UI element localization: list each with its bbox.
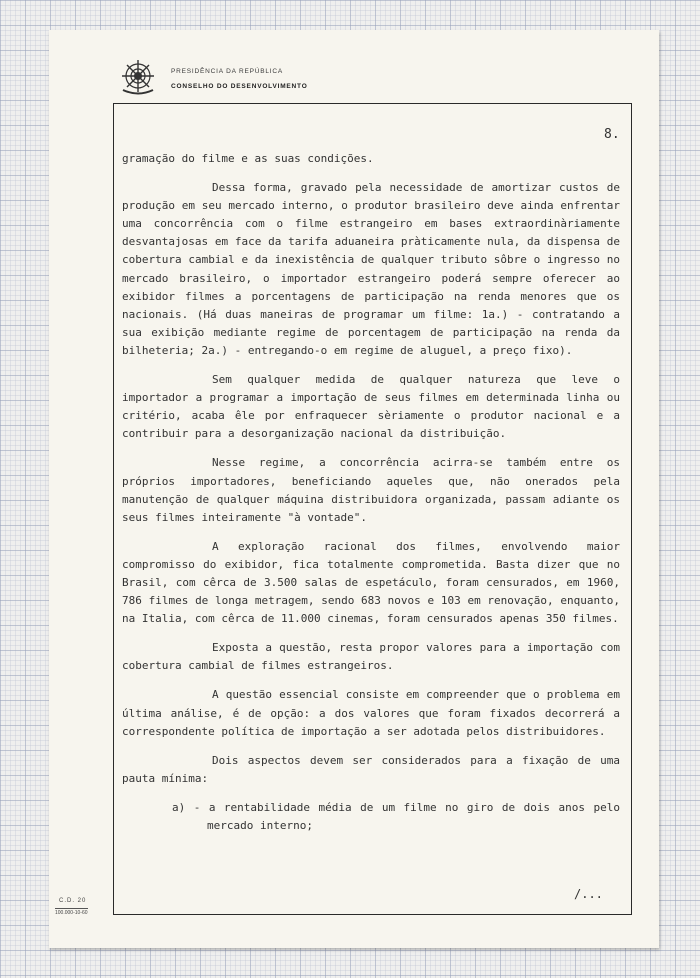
paragraph: gramação do filme e as suas condições. [122, 152, 374, 165]
paragraph: Sem qualquer medida de qualquer natureza que leve o importador a programar a importação de seus filmes em determinada linha ou critério, acaba êle por enfraquecer sèriamente o produtor nacional e a contribuir para a desorganização nacional da distribuição. [122, 373, 620, 441]
paragraph: Exposta a questão, resta propor valores para a importação com cobertura cambial de filmes estrangeiros. [122, 641, 620, 673]
paragraph: A exploração racional dos filmes, envolvendo maior compromisso do exibidor, fica totalmente comprometida. Basta dizer que no Brasil, com cêrca de 3.500 salas de espetáculo, foram censurados, em 1960, 786 filmes de longa metragem, sendo 683 novos e 103 em renovação, enquanto, na Italia, com cêrca de 11.000 cinemas, foram censurados apenas 350 filmes. [122, 539, 620, 626]
paragraph: A questão essencial consiste em compreender que o problema em última análise, é de opção: a dos valores que foram fixados decorrerá a correspondente política de importação a ser adotada pelos distribuidores. [122, 688, 620, 738]
print-code: 100.000-10-60 [55, 910, 88, 916]
form-code: C.D. 20 [59, 898, 87, 904]
paragraph: Dessa forma, gravado pela necessidade de amortizar custos de produção em seu mercado interno, o produtor brasileiro deve ainda enfrentar uma concorrência com o filme estrangeiro em bases extraordinàriamente desvantajosas em face da tarifa aduaneira pràticamente nula, da dispensa de cobertura cambial e da inexistência de qualquer tributo sôbre o ingresso no mercado brasileiro, o importador estrangeiro poderá sempre oferecer ao exibidor filmes a porcentagens de participação na renda menores que os nacionais. (Há duas maneiras de programar um filme: 1a.) - contratando a sua exibição mediante regime de porcentagem de participação na renda da bilheteria; 2a.) - entregando-o em regime de aluguel, a preço fixo). [122, 181, 620, 357]
document-page [49, 30, 659, 948]
body-text [122, 150, 620, 846]
paragraph: Nesse regime, a concorrência acirra-se também entre os próprios importadores, beneficiando aqueles que, não onerados pela manutenção de qualquer máquina distribuidora organizada, passam adiante os seus filmes inteiramente "à vontade". [122, 456, 620, 524]
paragraph: Dois aspectos devem ser considerados para a fixação de uma pauta mínima: [122, 753, 620, 785]
page-number: 8. [604, 127, 620, 142]
coat-of-arms-icon [118, 57, 158, 97]
letterhead-presidency: PRESIDÊNCIA DA REPÚBLICA [171, 68, 284, 75]
list-item: a) - a rentabilidade média de um filme no giro de dois anos pelo mercado interno; [172, 800, 620, 832]
letterhead-council: CONSELHO DO DESENVOLVIMENTO [171, 83, 308, 90]
continuation-mark: /... [574, 887, 603, 901]
